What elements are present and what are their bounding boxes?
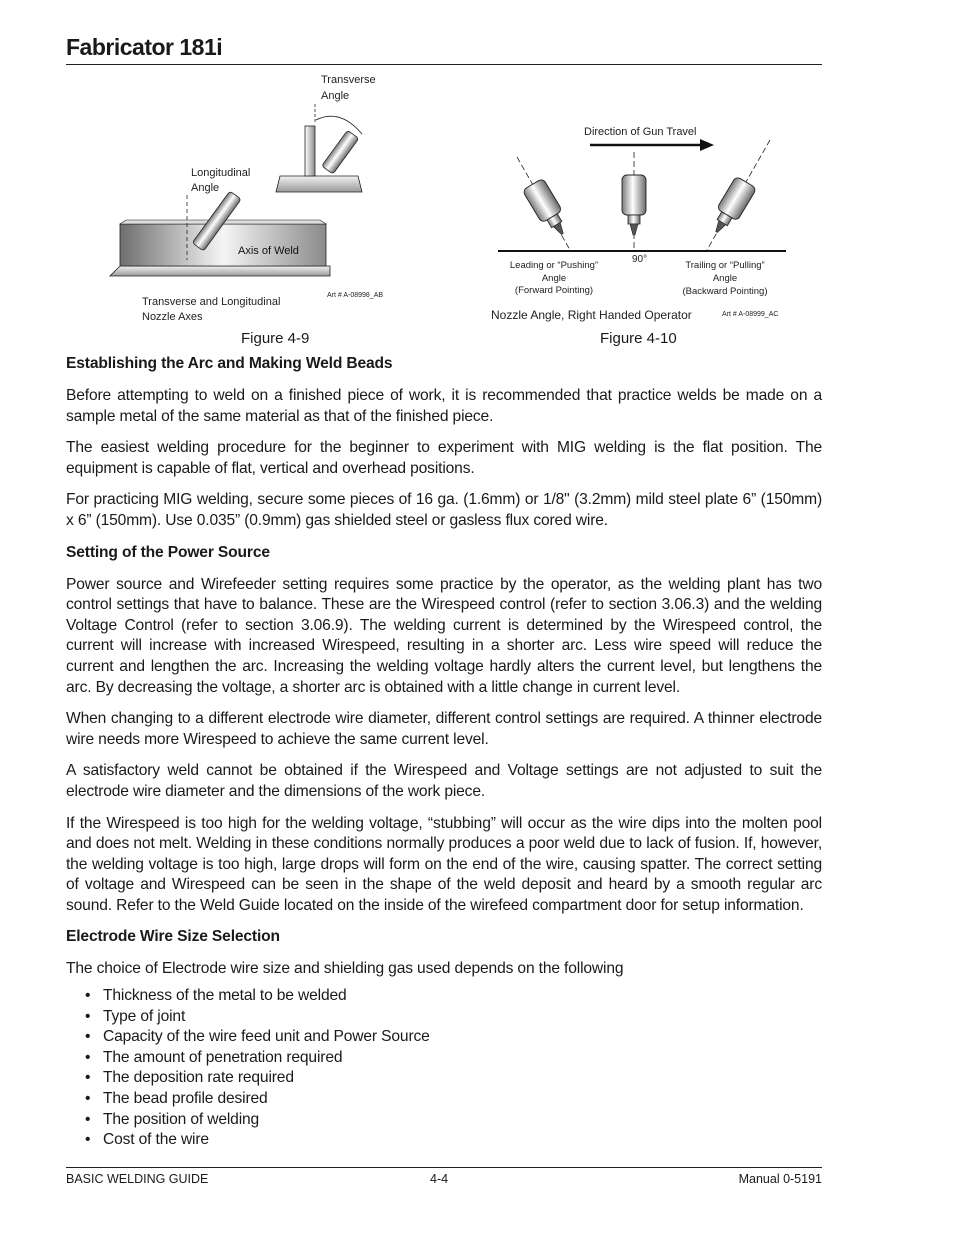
footer-left: BASIC WELDING GUIDE xyxy=(66,1172,209,1186)
longitudinal-angle-label-2: Angle xyxy=(191,182,220,194)
ninety-degree-label: 90° xyxy=(632,254,648,265)
fig9-caption-line-1: Transverse and Longitudinal xyxy=(142,296,281,308)
figures-illustration xyxy=(0,0,954,360)
leading-label-3: (Forward Pointing) xyxy=(514,285,594,296)
paragraph: Power source and Wirefeeder setting requires some practice by the operator, as the welding plant has two control settings that have to balance. These are the Wirespeed control (refer to section 3.06.3) and the welding Voltage Control (refer to section 3.06.9). The welding current is determined by the Wirespeed control, the current will increase with increased Wirespeed, resulting in a shorter arc. Less wire speed will reduce the current and lengthen the arc. Increasing the welding voltage hardly alters the current level, but lengthens the arc. By decreasing the voltage, a shorter arc is obtained with a little change in current level. xyxy=(66,575,822,696)
footer-page-number: 4-4 xyxy=(430,1172,449,1186)
paragraph: For practicing MIG welding, secure some pieces of 16 ga. (1.6mm) or 1/8" (3.2mm) mild steel plate 6” (150mm) x 6” (150mm). Use 0.035” (0.9mm) gas shielded steel or gasless flux cored wire. xyxy=(66,491,822,529)
list-item: • Capacity of the wire feed unit and Power Source xyxy=(66,1027,822,1048)
leading-label-1: Leading or “Pushing” xyxy=(509,260,599,271)
longitudinal-angle-label-1: Longitudinal xyxy=(191,167,251,179)
list-item: • Type of joint xyxy=(66,1007,822,1028)
paragraph: Before attempting to weld on a finished piece of work, it is recommended that practice welds be made on a sample metal of the same material as that of the finished piece. xyxy=(66,387,822,425)
direction-label: Direction of Gun Travel xyxy=(584,126,697,138)
paragraph: The choice of Electrode wire size and shielding gas used depends on the following xyxy=(66,960,624,978)
t-joint-post xyxy=(305,126,315,176)
paragraph: A satisfactory weld cannot be obtained if the Wirespeed and Voltage settings are not adjusted to suit the electrode wire diameter and the dimensions of the work piece. xyxy=(66,762,822,800)
paragraph: If the Wirespeed is too high for the welding voltage, “stubbing” will occur as the wire dips into the molten pool and does not melt. Welding in these conditions normally produces a poor weld due to lack of fusion. If, however, the welding voltage is too high, large drops will form on the end of the wire, causing spatter. The correct setting of voltage and Wirespeed can be seen in the shape of the weld deposit and heard by a smooth regular arc sound. Refer to the Weld Guide located on the inside of the wirefeed compartment door for setup information. xyxy=(66,814,822,914)
transverse-angle-label-1: Transverse xyxy=(321,74,376,86)
trailing-label-2: Angle xyxy=(712,273,738,284)
paragraph: The easiest welding procedure for the beginner to experiment with MIG welding is the flat position. The equipment is capable of flat, vertical and overhead positions. xyxy=(66,439,822,477)
footer-right: Manual 0-5191 xyxy=(738,1172,822,1186)
list-item: • Cost of the wire xyxy=(66,1130,822,1151)
figure-4-9-drawing xyxy=(110,74,383,323)
list-item: • The bead profile desired xyxy=(66,1089,822,1110)
body-content xyxy=(66,354,822,1151)
trailing-label-1: Trailing or “Pulling” xyxy=(685,260,765,271)
t-joint-flange xyxy=(276,176,362,192)
list-item: • The deposition rate required xyxy=(66,1068,822,1089)
list-item: • The amount of penetration required xyxy=(66,1048,822,1069)
fig9-caption-line-2: Nozzle Axes xyxy=(142,311,203,323)
base-plate xyxy=(110,266,330,276)
axis-of-weld-label: Axis of Weld xyxy=(238,245,299,257)
transverse-nozzle xyxy=(322,130,359,174)
leading-label-2: Angle xyxy=(541,273,567,284)
figure-4-9-label: Figure 4-9 xyxy=(241,330,310,347)
fig10-caption: Nozzle Angle, Right Handed Operator xyxy=(491,308,692,322)
page-title: Fabricator 181i xyxy=(66,34,223,60)
list-item: • The position of welding xyxy=(66,1110,822,1131)
section-heading: Setting of the Power Source xyxy=(66,543,270,561)
transverse-angle-label-2: Angle xyxy=(321,90,350,102)
trailing-label-3: (Backward Pointing) xyxy=(682,286,768,297)
section-heading: Electrode Wire Size Selection xyxy=(66,928,280,946)
section-heading: Establishing the Arc and Making Weld Beads xyxy=(66,355,393,372)
figure-4-10-label: Figure 4-10 xyxy=(600,330,677,347)
vertical-gun xyxy=(622,175,646,235)
fig10-art-number: Art # A-08999_AC xyxy=(722,311,779,318)
figure-4-10-drawing xyxy=(491,126,786,322)
footer-rule xyxy=(66,1167,822,1168)
direction-arrowhead xyxy=(700,139,714,151)
wire-selection-list xyxy=(66,986,822,1151)
leading-gun xyxy=(522,178,572,240)
trailing-gun xyxy=(706,176,756,238)
list-item: • Thickness of the metal to be welded xyxy=(66,986,822,1007)
transverse-angle-arc xyxy=(316,116,362,134)
fig9-art-number: Art # A-08998_AB xyxy=(327,292,384,299)
paragraph: When changing to a different electrode wire diameter, different control settings are required. A thinner electrode wire needs more Wirespeed to achieve the same current level. xyxy=(66,710,822,748)
